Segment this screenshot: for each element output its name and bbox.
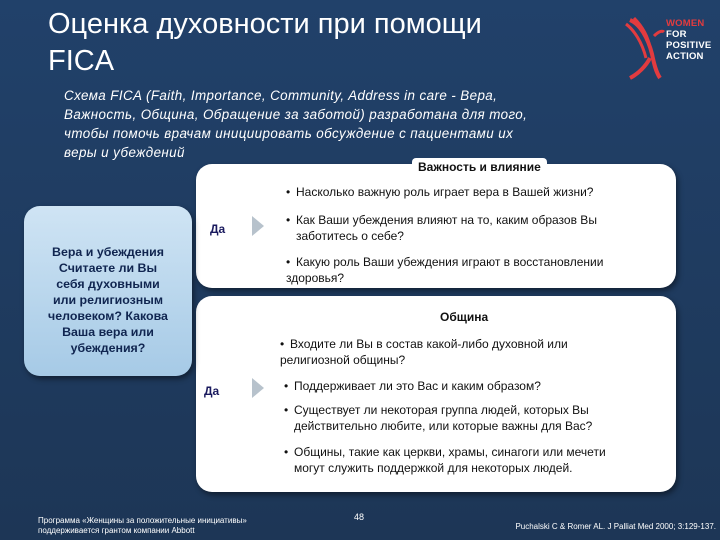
page-number: 48 (354, 512, 365, 522)
logo-line-4: ACTION (666, 51, 704, 62)
faith-line: Ваша вера или (62, 325, 154, 339)
arrow-right-icon (252, 378, 264, 398)
title-line-2: FICA (48, 45, 115, 77)
faith-line: Вера и убеждения (52, 245, 164, 259)
footer-line: поддерживается грантом компании Abbott (38, 526, 195, 535)
bullet-text-line: Входите ли Вы в состав какой-либо духовной или (290, 337, 568, 351)
bullet-dot-icon: • (286, 255, 291, 269)
bullet-text: Поддерживает ли это Вас и каким образом? (294, 379, 541, 393)
logo-text (666, 18, 711, 62)
title-line-1: Оценка духовности при помощи (48, 8, 482, 40)
subtitle-line: Важность, Община, Обращение за заботой) разработана для того, (64, 107, 528, 122)
faith-line: человеком? Какова (48, 309, 168, 323)
bullet-dot-icon: • (284, 445, 289, 459)
bullet-text-line: заботитесь о себе? (296, 229, 404, 243)
faith-line: себя духовными (56, 277, 160, 291)
logo-line-1: WOMEN (666, 18, 705, 29)
subtitle-line: веры и убеждений (64, 145, 185, 160)
community-bullet-2 (284, 378, 664, 394)
bullet-text-line: здоровья? (286, 271, 345, 285)
bullet-text-line: Общины, такие как церкви, храмы, синагоги или мечети (294, 445, 606, 459)
bullet-text-line: могут служить поддержкой для некоторых людей. (294, 461, 573, 475)
logo-line-2: FOR (666, 29, 687, 40)
arrow-right-icon (252, 216, 264, 236)
bullet-text-line: Какую роль Ваши убеждения играют в восстановлении (296, 255, 604, 269)
importance-bullet-3 (286, 254, 672, 286)
community-bullet-1 (280, 336, 660, 368)
importance-bullet-2 (286, 212, 666, 244)
bullet-text-line: религиозной общины? (280, 353, 406, 367)
bullet-text-line: Существует ли некоторая группа людей, которых Вы (294, 403, 589, 417)
bullet-dot-icon: • (286, 213, 291, 227)
bullet-text-line: действительно любите, или которые важны для Вас? (294, 419, 593, 433)
faith-line: или религиозным (52, 293, 164, 307)
bullet-dot-icon: • (284, 403, 289, 417)
faith-text (28, 244, 188, 356)
faith-line: Считаете ли Вы (58, 261, 158, 275)
faith-line: убеждения? (70, 341, 146, 355)
community-bullet-3 (284, 402, 664, 434)
logo-line-3: POSITIVE (666, 40, 712, 51)
bullet-text: Насколько важную роль играет вера в Вашей жизни? (296, 185, 594, 199)
bullet-dot-icon: • (280, 337, 285, 351)
bullet-dot-icon: • (284, 379, 289, 393)
importance-bullet-1 (286, 184, 666, 200)
subtitle-line: Схема FICA (Faith, Importance, Community, Address in care - Вера, (64, 88, 498, 103)
importance-heading: Важность и влияние (412, 158, 547, 177)
community-bullet-4 (284, 444, 670, 476)
subtitle-line: чтобы помочь врачам инициировать обсуждение с пациентами их (64, 126, 514, 141)
citation: Puchalski C & Romer AL. J Palliat Med 2000; 3:129-137. (515, 522, 716, 531)
slide-title (48, 6, 568, 80)
community-heading: Община (440, 310, 489, 324)
footer-line: Программа «Женщины за положительные инициативы» (38, 516, 247, 525)
bullet-dot-icon: • (286, 185, 291, 199)
importance-yes-label: Да (210, 222, 226, 236)
footer-program (38, 516, 298, 536)
bullet-text-line: Как Ваши убеждения влияют на то, каким образов Вы (296, 213, 597, 227)
community-yes-label: Да (204, 384, 220, 398)
subtitle (64, 86, 664, 162)
